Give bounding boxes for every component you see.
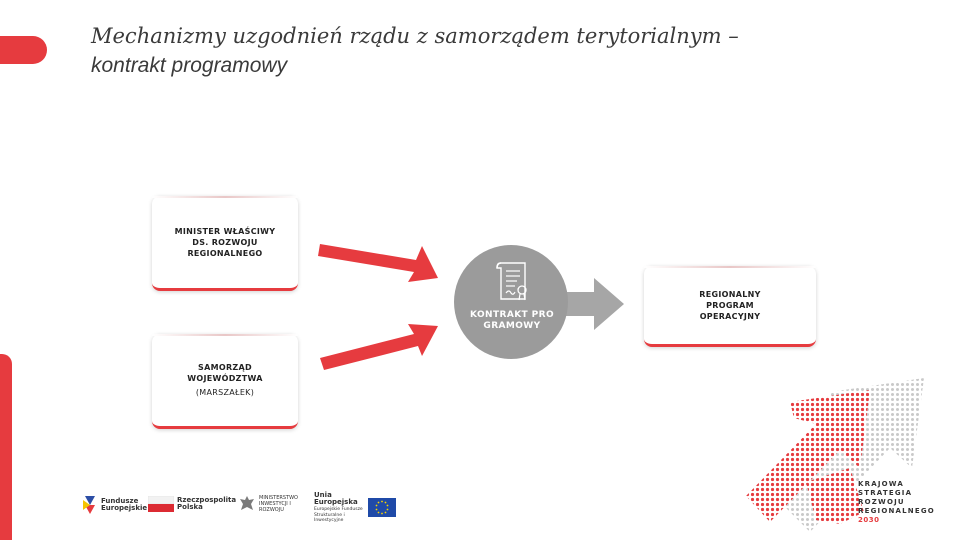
brand-line: ROZWOJU xyxy=(858,498,905,506)
brand-year: 2030 xyxy=(858,516,880,524)
arrow-samorzad-to-contract xyxy=(318,316,440,374)
footer-logos xyxy=(82,491,402,523)
accent-tab xyxy=(0,36,47,64)
slide-subtitle: kontrakt programowy xyxy=(91,54,288,77)
logo-fundusze-europejskie xyxy=(82,492,147,518)
arrow-minister-to-contract xyxy=(318,232,440,284)
unia-europejska-label: Unia Europejska xyxy=(314,491,358,506)
eagle-emblem-icon xyxy=(238,494,256,514)
brand-line: KRAJOWA xyxy=(858,480,905,488)
card-top-line xyxy=(644,266,816,268)
eu-flag-icon xyxy=(368,498,396,517)
samorzad-card-sublabel: (MARSZAŁEK) xyxy=(195,388,255,397)
slide-title: Mechanizmy uzgodnień rządu z samorządem terytorialnym – xyxy=(91,24,739,48)
unia-europejska-sublabel: Europejskie Fundusze Strukturalne i Inwestycyjne xyxy=(314,507,363,523)
card-top-line xyxy=(152,196,298,198)
minister-card-label: MINISTER WŁAŚCIWY DS. ROZWOJU REGIONALNEGO xyxy=(174,226,276,258)
samorzad-card-label: SAMORZĄD WOJEWÓDZTWA xyxy=(187,363,263,383)
rzeczpospolita-polska-label: Rzeczpospolita Polska xyxy=(177,496,237,511)
unia-europejska-text xyxy=(314,492,366,524)
accent-side-bar xyxy=(0,354,12,540)
contract-circle-label: KONTRAKT PROGRAMOWY xyxy=(470,310,555,331)
logo-rzeczpospolita-polska xyxy=(148,496,237,512)
contract-document-icon xyxy=(495,259,531,305)
brand-line: REGIONALNEGO xyxy=(858,507,935,515)
brand-text xyxy=(858,480,935,525)
polish-flag-icon xyxy=(148,496,174,512)
fundusze-europejskie-icon xyxy=(82,492,98,518)
fundusze-europejskie-text xyxy=(101,498,147,512)
card-top-line xyxy=(152,334,298,336)
minister-card xyxy=(152,196,298,291)
samorzad-card xyxy=(152,334,298,429)
logo-unia-europejska xyxy=(314,492,396,524)
brand-line: STRATEGIA xyxy=(858,489,913,497)
rpo-card-label: REGIONALNY PROGRAM OPERACYJNY xyxy=(699,289,761,321)
fundusze-europejskie-label: Fundusze Europejskie xyxy=(101,497,148,512)
rpo-card xyxy=(644,266,816,347)
logo-ministerstwo xyxy=(238,494,307,514)
rzeczpospolita-polska-text xyxy=(177,496,237,511)
ministerstwo-label: MINISTERSTWO INWESTYCJI I ROZWOJU xyxy=(259,495,298,513)
